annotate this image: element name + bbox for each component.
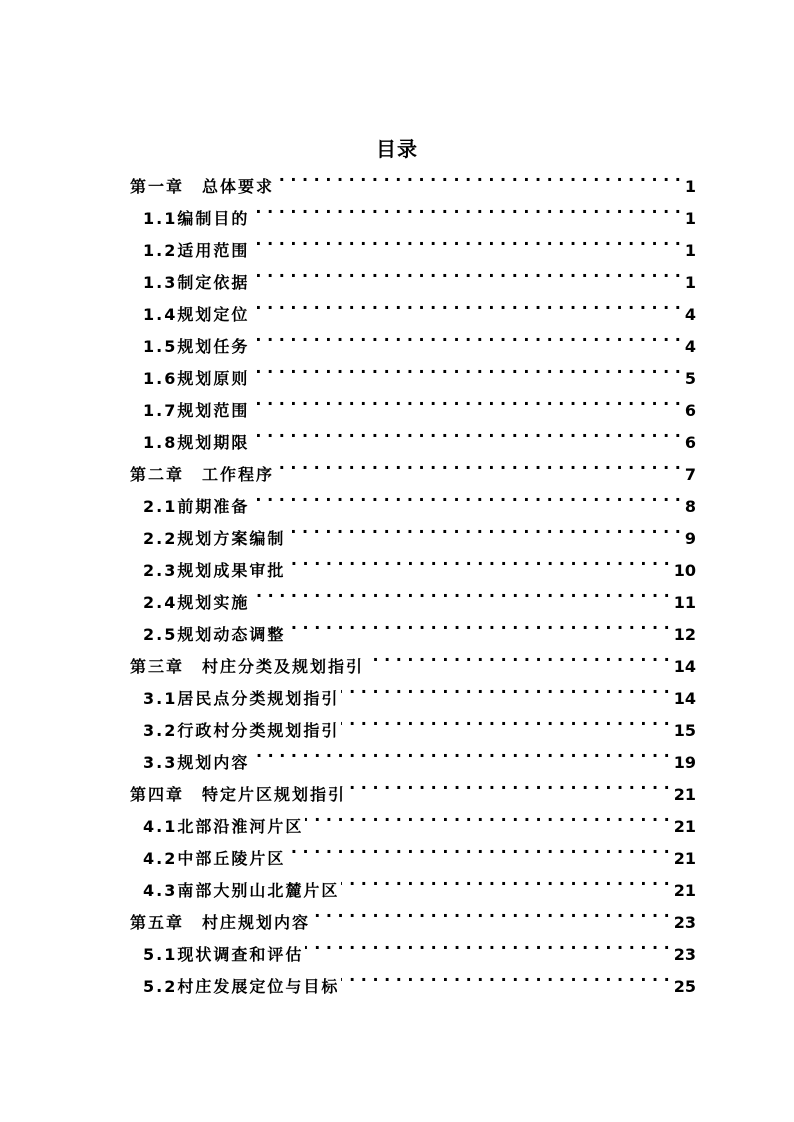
toc-dot-leader [251,320,681,352]
toc-page-number: 12 [673,625,696,644]
toc-entry-label: 4.2中部丘陵片区 [143,849,286,868]
toc-entry-label: 1.1编制目的 [143,209,250,228]
toc-entry-label: 3.1居民点分类规划指引 [143,689,340,708]
toc-dot-leader [251,576,669,608]
toc-page-number: 4 [684,337,696,356]
toc-entry-label: 4.3南部大别山北麓片区 [143,881,340,900]
toc-dot-leader [251,480,681,512]
toc-dot-leader [341,704,669,736]
toc-page-number: 23 [673,913,696,932]
toc-dot-leader [366,640,670,672]
toc-dot-leader [287,512,681,544]
toc-entry-label: 2.3规划成果审批 [143,561,286,580]
table-of-contents [130,160,696,996]
toc-page-number: 4 [684,305,696,324]
toc-dot-leader [341,672,669,704]
toc-dot-leader [312,896,670,928]
toc-page-number: 10 [673,561,696,580]
toc-page-number: 21 [673,785,696,804]
toc-page-number: 7 [684,465,696,484]
toc-entry-label: 第一章 总体要求 [130,177,275,196]
toc-entry-label: 1.8规划期限 [143,433,250,452]
toc-entry-label: 2.2规划方案编制 [143,529,286,548]
toc-dot-leader [276,160,681,192]
toc-page-number: 23 [673,945,696,964]
toc-dot-leader [251,224,681,256]
toc-page-number: 19 [673,753,696,772]
toc-page-number: 1 [684,241,696,260]
toc-page-number: 14 [673,689,696,708]
toc-dot-leader [305,928,669,960]
toc-entry-label: 2.4规划实施 [143,593,250,612]
toc-page-number: 21 [673,881,696,900]
toc-page-number: 6 [684,433,696,452]
toc-dot-leader [251,256,681,288]
toc-entry-label: 1.7规划范围 [143,401,250,420]
toc-page-number: 8 [684,497,696,516]
toc-dot-leader [251,736,669,768]
toc-page-number: 14 [673,657,696,676]
toc-dot-leader [251,416,681,448]
toc-dot-leader [251,384,681,416]
toc-entry-label: 第五章 村庄规划内容 [130,913,311,932]
toc-entry-label: 1.2适用范围 [143,241,250,260]
toc-page-number: 9 [684,529,696,548]
toc-entry-label: 1.4规划定位 [143,305,250,324]
toc-dot-leader [287,608,669,640]
toc-page-number: 11 [673,593,696,612]
toc-entry-label: 4.1北部沿淮河片区 [143,817,304,836]
toc-dot-leader [251,352,681,384]
toc-dot-leader [341,864,669,896]
toc-dot-leader [287,544,669,576]
toc-entry-label: 3.2行政村分类规划指引 [143,721,340,740]
toc-page-number: 5 [684,369,696,388]
toc-page-number: 6 [684,401,696,420]
toc-page-number: 15 [673,721,696,740]
toc-entry-label: 2.5规划动态调整 [143,625,286,644]
toc-chapter-entry[interactable] [130,160,696,196]
toc-page-number: 21 [673,817,696,836]
toc-dot-leader [251,288,681,320]
toc-page-number: 1 [684,209,696,228]
toc-entry-label: 5.2村庄发展定位与目标 [143,977,340,996]
toc-page-number: 21 [673,849,696,868]
toc-dot-leader [251,192,681,224]
toc-dot-leader [287,832,669,864]
toc-dot-leader [348,768,670,800]
toc-entry-label: 2.1前期准备 [143,497,250,516]
toc-dot-leader [276,448,681,480]
toc-entry-label: 1.3制定依据 [143,273,250,292]
toc-entry-label: 1.5规划任务 [143,337,250,356]
toc-entry-label: 5.1现状调查和评估 [143,945,304,964]
toc-page-number: 1 [684,177,696,196]
toc-title: 目录 [376,137,418,161]
toc-dot-leader [341,960,669,992]
toc-entry-label: 第二章 工作程序 [130,465,275,484]
toc-entry-label: 3.3规划内容 [143,753,250,772]
toc-entry-label: 第三章 村庄分类及规划指引 [130,657,365,676]
toc-page-number: 25 [673,977,696,996]
toc-page-number: 1 [684,273,696,292]
toc-entry-label: 1.6规划原则 [143,369,250,388]
toc-dot-leader [305,800,669,832]
toc-entry-label: 第四章 特定片区规划指引 [130,785,347,804]
